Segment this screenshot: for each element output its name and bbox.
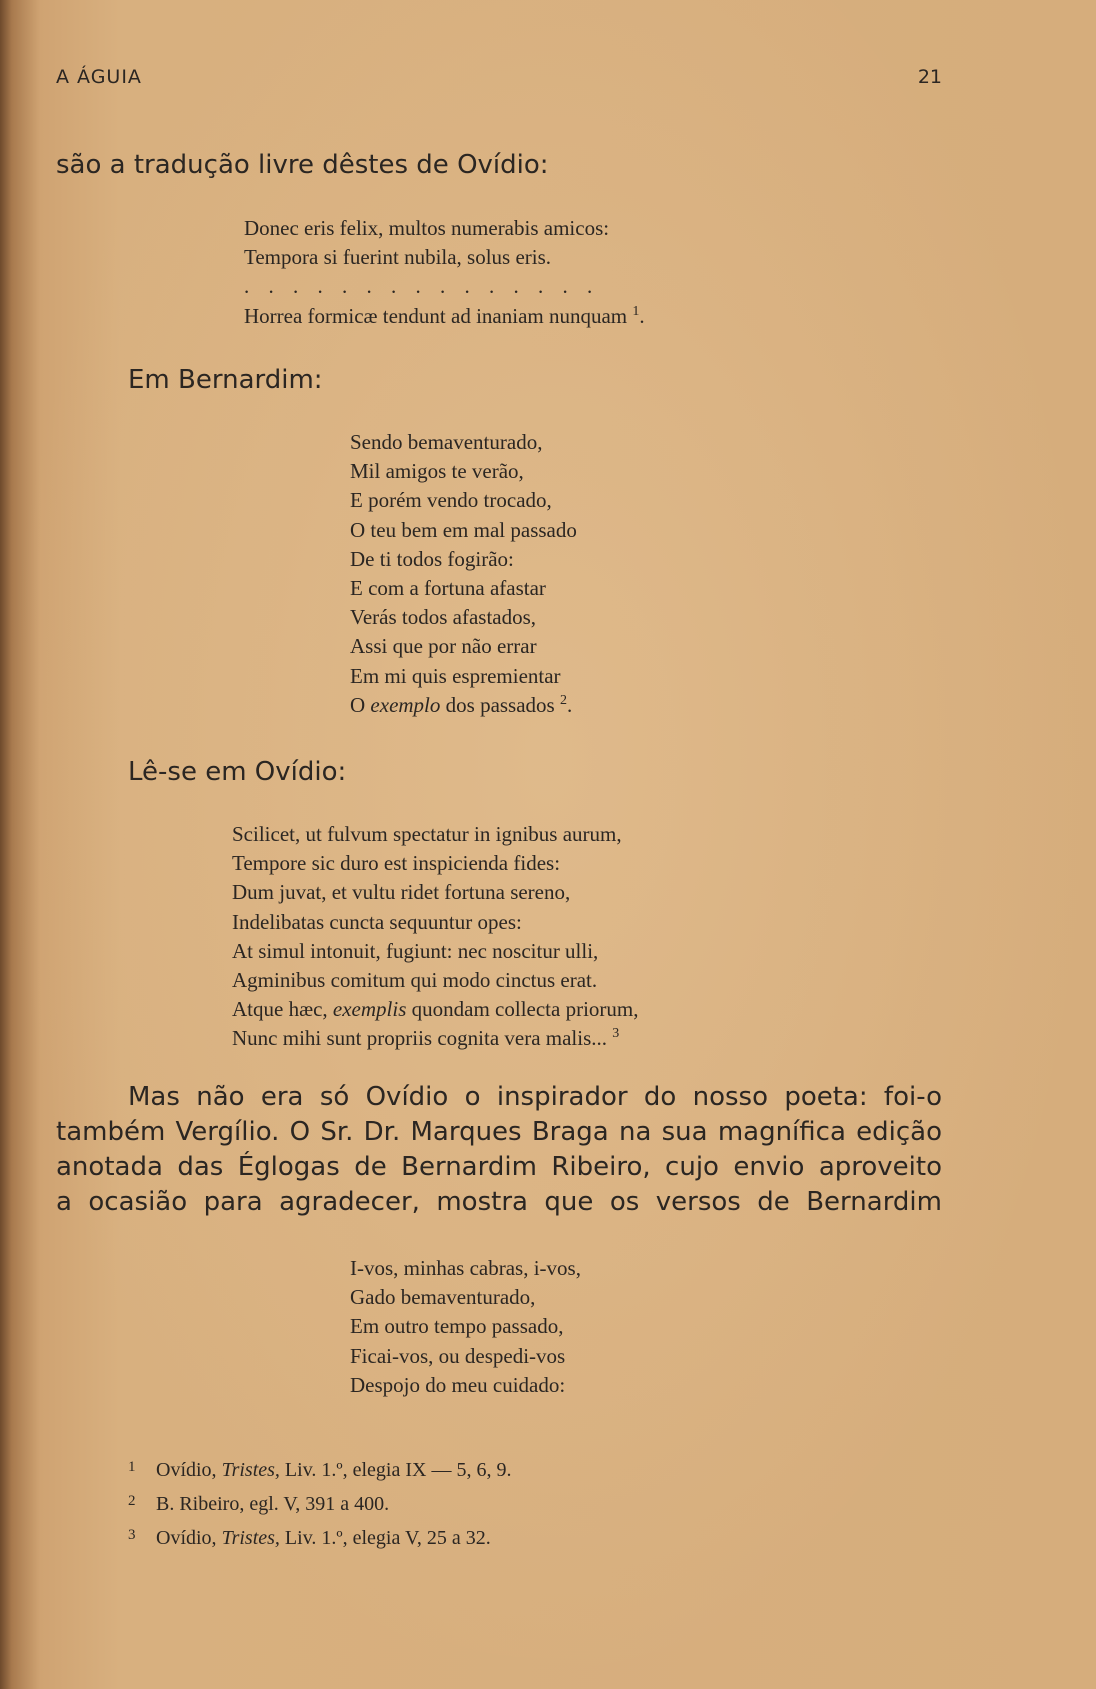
verse-line: E com a fortuna afastar — [350, 576, 546, 601]
ovid-quote-2 — [232, 820, 639, 1054]
page-number: 21 — [917, 66, 942, 88]
verse-line: Donec eris felix, multos numerabis amicos: — [244, 216, 610, 240]
running-title: A ÁGUIA — [56, 66, 142, 88]
verse-line: Ficai-vos, ou despedi-vos — [350, 1343, 566, 1368]
verse-line: Horrea formicæ tendunt ad inaniam nunquam $^1$. — [244, 303, 645, 328]
verse-line: Dum juvat, et vultu ridet fortuna sereno, — [232, 880, 571, 905]
paragraph-line: também Vergílio. O Sr. Dr. Marques Braga na sua magnífica edição — [56, 1117, 942, 1147]
bernardim-quote — [350, 428, 577, 720]
verse-line: Assi que por não errar — [350, 634, 537, 659]
verse-line: Sendo bemaventurado, — [350, 430, 543, 454]
verse-line: Agminibus comitum qui modo cinctus erat. — [232, 968, 598, 993]
verse-line: De ti todos fogirão: — [350, 546, 514, 571]
footnote-number: 3 — [128, 1527, 136, 1543]
paragraph-line: anotada das Églogas de Bernardim Ribeiro, cujo envio aproveito — [56, 1152, 942, 1182]
verse-line: Indelibatas cuncta sequuntur opes: — [232, 909, 522, 934]
verse-line: Em mi quis espremientar — [350, 663, 561, 688]
verse-line: Nunc mihi sunt propriis cognita vera malis... $^3$ — [232, 1026, 620, 1051]
verse-line: E porém vendo trocado, — [350, 488, 552, 513]
verse-line: At simul intonuit, fugiunt: nec noscitur ulli, — [232, 938, 599, 963]
section-label-ovid: Lê-se em Ovídio: — [128, 757, 347, 787]
verse-line: Atque hæc, exemplis quondam collecta priorum, — [232, 997, 639, 1022]
ellipsis-row: . . . . . . . . . . . . . . . — [244, 274, 600, 299]
intro-line: são a tradução livre dêstes de Ovídio: — [56, 150, 549, 180]
verse-line: Tempora si fuerint nubila, solus eris. — [244, 245, 552, 270]
paragraph-line: Mas não era só Ovídio o inspirador do nosso poeta: foi-o — [128, 1082, 942, 1112]
footnote: 1 Ovídio, Tristes, Liv. 1.º, elegia IX — 5, 6, 9. — [128, 1452, 511, 1486]
verse-line: O teu bem em mal passado — [350, 517, 577, 542]
page-header — [56, 66, 942, 96]
footnote-ref: 3 — [612, 1026, 620, 1042]
final-quote — [350, 1254, 581, 1400]
verse-line: Em outro tempo passado, — [350, 1314, 564, 1339]
footnote-ref: 1 — [632, 303, 640, 319]
footnote: 3 Ovídio, Tristes, Liv. 1.º, elegia V, 25 a 32. — [128, 1520, 511, 1554]
footnote-ref: 2 — [559, 692, 567, 708]
section-label-bernardim: Em Bernardim: — [128, 365, 323, 395]
footnote: 2 B. Ribeiro, egl. V, 391 a 400. — [128, 1486, 511, 1520]
footnote-number: 1 — [128, 1459, 136, 1475]
paragraph-line: a ocasião para agradecer, mostra que os versos de Bernardim — [56, 1187, 942, 1217]
verse-line: O exemplo dos passados $^2$. — [350, 692, 573, 717]
verse-line: Mil amigos te verão, — [350, 459, 524, 484]
body-paragraph — [56, 1082, 942, 1222]
footnotes — [128, 1452, 511, 1554]
verse-line: Verás todos afastados, — [350, 605, 537, 630]
verse-line: Tempore sic duro est inspicienda fides: — [232, 851, 561, 876]
ovid-quote-1 — [244, 214, 645, 331]
verse-line: I-vos, minhas cabras, i-vos, — [350, 1256, 581, 1280]
footnote-number: 2 — [128, 1493, 136, 1509]
verse-line: Scilicet, ut fulvum spectatur in ignibus aurum, — [232, 822, 622, 846]
verse-line: Despojo do meu cuidado: — [350, 1372, 566, 1397]
verse-line: Gado bemaventurado, — [350, 1285, 536, 1310]
